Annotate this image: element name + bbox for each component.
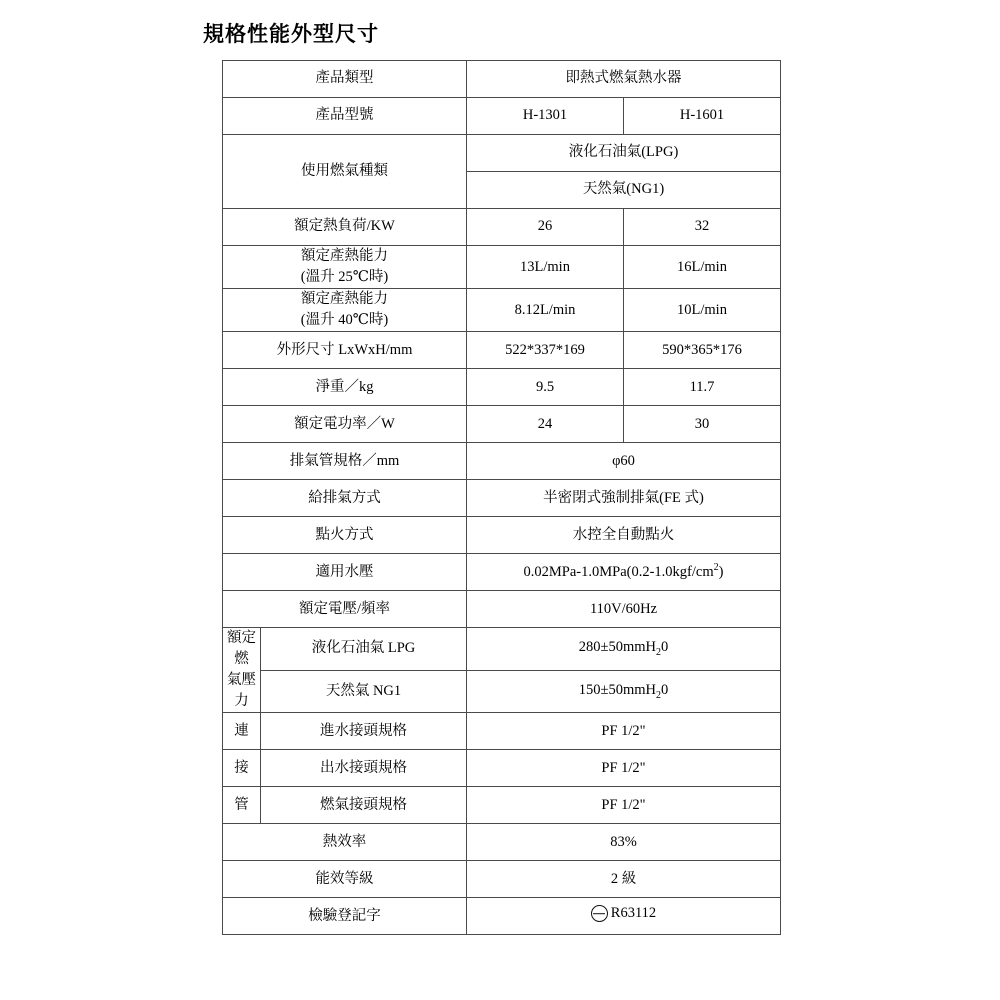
- row-value-rated-load-col1: 26: [467, 209, 624, 246]
- table-row: [223, 591, 781, 628]
- row-label-outlet-connector: 出水接頭規格: [261, 750, 467, 787]
- row-label-rated-power: 額定電功率／W: [223, 406, 467, 443]
- table-row: [223, 332, 781, 369]
- table-row: [223, 861, 781, 898]
- row-group-char-connect-1: 連: [223, 713, 261, 750]
- capacity-25-line1: 額定產熱能力: [301, 248, 388, 264]
- gas-pressure-line1: 額定燃: [227, 630, 256, 668]
- row-value-capacity-25-col2: 16L/min: [624, 246, 781, 289]
- table-row: [223, 98, 781, 135]
- row-label-certification: 檢驗登記字: [223, 898, 467, 935]
- table-row: [223, 713, 781, 750]
- capacity-40-line1: 額定產熱能力: [301, 291, 388, 308]
- row-label-gas-connector: 燃氣接頭規格: [261, 787, 467, 824]
- row-value-exhaust-pipe: φ60: [467, 443, 781, 480]
- row-label-ng-pressure: 天然氣 NG1: [261, 670, 467, 713]
- row-value-ng-pressure: [467, 670, 781, 713]
- row-value-model-col1: H-1301: [467, 98, 624, 135]
- table-row: [223, 406, 781, 443]
- certification-number: R63112: [610, 905, 657, 922]
- row-value-product-type: 即熱式燃氣熱水器: [467, 61, 781, 98]
- row-value-gas-connector: PF 1/2": [467, 787, 781, 824]
- row-value-energy-grade: 2 級: [467, 861, 781, 898]
- table-row: [223, 628, 781, 671]
- table-row: [223, 246, 781, 289]
- ng-pressure-text: 150±50mmH: [578, 681, 656, 698]
- lpg-pressure-sub: 2: [656, 647, 661, 659]
- table-row: [223, 135, 781, 172]
- row-label-rated-load: 額定熱負荷/KW: [223, 209, 467, 246]
- table-row: [223, 289, 781, 332]
- ng-pressure-suffix: 0: [661, 681, 669, 698]
- row-label-exhaust-method: 給排氣方式: [223, 480, 467, 517]
- water-pressure-sup: 2: [713, 562, 719, 574]
- row-value-dimensions-col1: 522*337*169: [467, 332, 624, 369]
- table-row: [223, 369, 781, 406]
- certification-value: [591, 903, 656, 924]
- row-value-dimensions-col2: 590*365*176: [624, 332, 781, 369]
- row-label-net-weight: 淨重／kg: [223, 369, 467, 406]
- table-row: [223, 61, 781, 98]
- row-value-inlet-connector: PF 1/2": [467, 713, 781, 750]
- row-label-capacity-25: [223, 246, 467, 289]
- row-value-water-pressure: [467, 554, 781, 591]
- capacity-25-line2: (溫升 25℃時): [300, 269, 389, 286]
- row-value-gas-ng: 天然氣(NG1): [467, 172, 781, 209]
- row-label-inlet-connector: 進水接頭規格: [261, 713, 467, 750]
- row-group-char-connect-3: 管: [223, 787, 261, 824]
- table-row: [223, 787, 781, 824]
- row-value-gas-lpg: 液化石油氣(LPG): [467, 135, 781, 172]
- row-value-certification: [467, 898, 781, 935]
- gas-pressure-line2: 氣壓力: [227, 672, 256, 710]
- table-row: [223, 898, 781, 935]
- row-value-voltage-frequency: 110V/60Hz: [467, 591, 781, 628]
- lpg-pressure-text: 280±50mmH: [578, 639, 656, 656]
- page-title: 規格性能外型尺寸: [203, 22, 379, 46]
- lpg-pressure-suffix: 0: [661, 639, 669, 656]
- table-row: [223, 480, 781, 517]
- row-value-rated-load-col2: 32: [624, 209, 781, 246]
- row-label-capacity-40: [223, 289, 467, 332]
- table-row: [223, 824, 781, 861]
- table-row: [223, 209, 781, 246]
- row-group-label-gas-pressure: [223, 628, 261, 713]
- row-label-ignition: 點火方式: [223, 517, 467, 554]
- row-value-exhaust-method: 半密閉式強制排氣(FE 式): [467, 480, 781, 517]
- row-label-exhaust-pipe: 排氣管規格／mm: [223, 443, 467, 480]
- row-label-energy-grade: 能效等級: [223, 861, 467, 898]
- table-row: [223, 670, 781, 713]
- table-row: [223, 443, 781, 480]
- certification-circle-icon: [591, 905, 608, 922]
- capacity-40-line2: (溫升 40℃時): [300, 312, 389, 329]
- row-group-char-connect-2: 接: [223, 750, 261, 787]
- row-value-rated-power-col2: 30: [624, 406, 781, 443]
- row-value-ignition: 水控全自動點火: [467, 517, 781, 554]
- row-value-model-col2: H-1601: [624, 98, 781, 135]
- row-label-thermal-efficiency: 熱效率: [223, 824, 467, 861]
- row-value-net-weight-col2: 11.7: [624, 369, 781, 406]
- water-pressure-text: 0.02MPa-1.0MPa(0.2-1.0kgf/cm: [523, 563, 714, 580]
- row-value-capacity-40-col1: 8.12L/min: [467, 289, 624, 332]
- row-value-lpg-pressure: [467, 628, 781, 671]
- row-value-thermal-efficiency: 83%: [467, 824, 781, 861]
- row-value-net-weight-col1: 9.5: [467, 369, 624, 406]
- row-label-model: 產品型號: [223, 98, 467, 135]
- table-row: [223, 554, 781, 591]
- row-value-outlet-connector: PF 1/2": [467, 750, 781, 787]
- row-value-capacity-25-col1: 13L/min: [467, 246, 624, 289]
- row-label-dimensions: 外形尺寸 LxWxH/mm: [223, 332, 467, 369]
- row-label-product-type: 產品類型: [223, 61, 467, 98]
- water-pressure-suffix: ): [718, 563, 724, 580]
- row-label-gas-type: 使用燃氣種類: [223, 135, 467, 209]
- row-label-lpg-pressure: 液化石油氣 LPG: [261, 628, 467, 671]
- ng-pressure-sub: 2: [656, 689, 661, 701]
- table-row: [223, 750, 781, 787]
- row-value-capacity-40-col2: 10L/min: [624, 289, 781, 332]
- row-value-rated-power-col1: 24: [467, 406, 624, 443]
- row-label-voltage-frequency: 額定電壓/頻率: [223, 591, 467, 628]
- table-row: [223, 517, 781, 554]
- row-label-water-pressure: 適用水壓: [223, 554, 467, 591]
- specification-table: [222, 60, 781, 935]
